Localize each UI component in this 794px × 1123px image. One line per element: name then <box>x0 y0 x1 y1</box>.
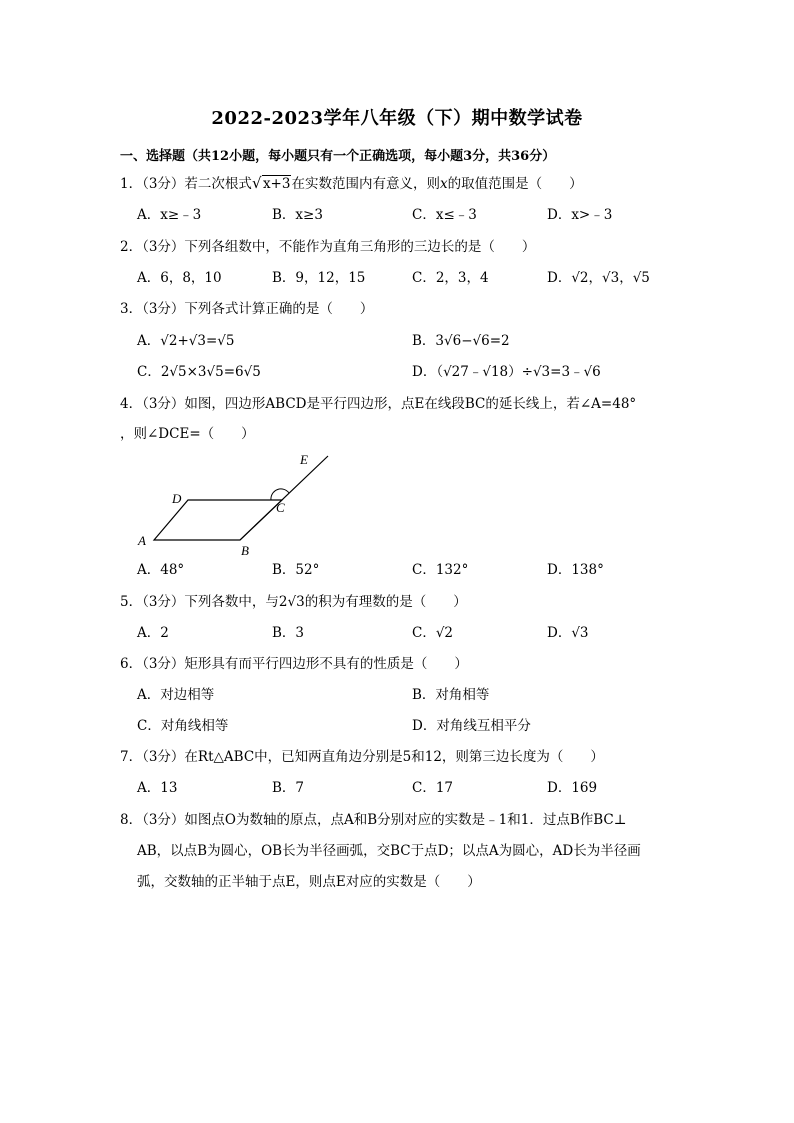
label-b: B <box>241 543 249 558</box>
page-title: 2022-2023学年八年级（下）期中数学试卷 <box>211 108 583 129</box>
q1-option-a: A．x≥﹣3 <box>137 207 202 223</box>
label-d: D <box>172 491 182 506</box>
question-2-stem: 2．（3分）下列各组数中，不能作为直角三角形的三边长的是（ ） <box>120 239 536 255</box>
q5-option-d: D．√3 <box>547 625 589 641</box>
q4-option-c: C．132° <box>412 562 469 578</box>
q4-option-d: D．138° <box>547 562 604 578</box>
q5-option-b: B．3 <box>272 625 305 641</box>
question-4-stem-line1: 4．（3分）如图，四边形ABCD是平行四边形，点E在线段BC的延长线上，若∠A=48° <box>120 396 637 412</box>
q3-option-b: B．3√6−√6=2 <box>412 333 510 349</box>
question-3-stem: 3．（3分）下列各式计算正确的是（ ） <box>120 301 374 317</box>
radical-sign: √ x+3 <box>253 174 292 194</box>
q6-option-b: B．对角相等 <box>412 687 490 703</box>
question-5-stem: 5．（3分）下列各数中，与2√3的积为有理数的是（ ） <box>120 594 467 610</box>
question-1-stem: 1．（3分）若二次根式√ x+3在实数范围内有意义，则x的取值范围是（ ） <box>120 174 583 194</box>
question-6-stem: 6．（3分）矩形具有而平行四边形不具有的性质是（ ） <box>120 656 468 672</box>
section-heading: 一、选择题（共12小题，每小题只有一个正确选项，每小题3分，共36分） <box>120 149 556 164</box>
q1-option-b: B．x≥3 <box>272 207 323 223</box>
q1-option-c: C．x≤﹣3 <box>412 207 477 223</box>
q3-option-a: A．√2+√3=√5 <box>137 333 235 349</box>
q1-option-d: D．x>﹣3 <box>547 207 613 223</box>
label-c: C <box>276 500 285 515</box>
question-4-stem-line2: ，则∠DCE=（ ） <box>120 426 255 442</box>
question-7-stem: 7．（3分）在Rt△ABC中，已知两直角边分别是5和12，则第三边长度为（ ） <box>120 749 604 765</box>
q6-option-d: D．对角线互相平分 <box>412 718 531 734</box>
q5-option-c: C．√2 <box>412 625 454 641</box>
q2-option-d: D．√2，√3，√5 <box>547 270 650 286</box>
question-8-line2: AB，以点B为圆心，OB长为半径画弧，交BC于点D；以点A为圆心，AD长为半径画 <box>137 843 641 859</box>
angle-arc-c <box>271 489 289 500</box>
question-8-line1: 8．（3分）如图点O为数轴的原点，点A和B分别对应的实数是﹣1和1．过点B作BC⊥ <box>120 812 627 828</box>
q4-option-a: A．48° <box>137 562 185 578</box>
q2-option-c: C．2，3，4 <box>412 270 489 286</box>
q2-option-a: A．6，8，10 <box>137 270 222 286</box>
label-a: A <box>138 533 146 548</box>
q3-option-d: D．（√27﹣√18）÷√3=3﹣√6 <box>412 364 601 380</box>
q2-option-b: B．9，12，15 <box>272 270 366 286</box>
q7-option-d: D．169 <box>547 780 598 796</box>
q5-option-a: A．2 <box>137 625 169 641</box>
question-8-line3: 弧，交数轴的正半轴于点E，则点E对应的实数是（ ） <box>137 874 481 890</box>
label-e: E <box>300 452 308 467</box>
q6-option-a: A．对边相等 <box>137 687 215 703</box>
parallelogram-figure <box>130 448 340 558</box>
q3-option-c: C．2√5×3√5=6√5 <box>137 364 261 380</box>
q7-option-b: B．7 <box>272 780 305 796</box>
q7-option-c: C．17 <box>412 780 454 796</box>
extension-line-ce <box>240 456 328 540</box>
q6-option-c: C．对角线相等 <box>137 718 229 734</box>
q7-option-a: A．13 <box>137 780 178 796</box>
q4-option-b: B．52° <box>272 562 320 578</box>
parallelogram-abcd <box>154 500 282 540</box>
